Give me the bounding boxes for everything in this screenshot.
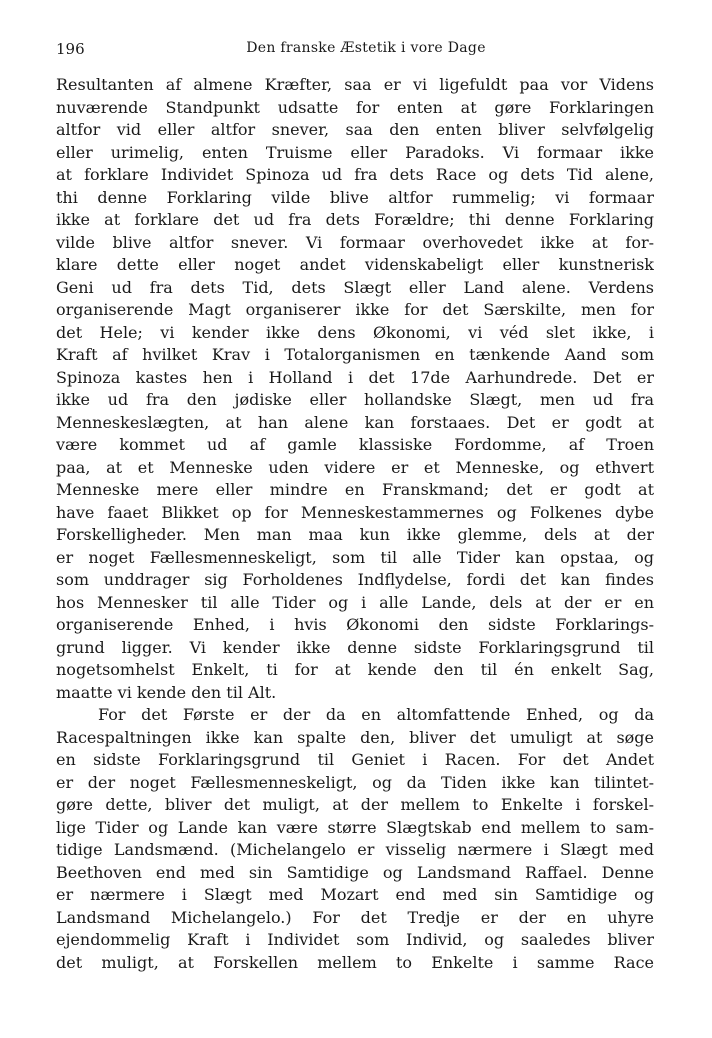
text-line: grund ligger. Vi kender ikke denne sidste Forklaringsgrund til xyxy=(56,637,654,657)
text-line: Menneske mere eller mindre en Franskmand; det er godt at xyxy=(56,480,654,499)
text-line: er der noget Fællesmenneskeligt, og da Tiden ikke kan tilintet- xyxy=(56,772,654,792)
paragraph-start-line: For det Første er der da en altomfattende Enhed, og da xyxy=(98,705,654,724)
text-line: ikke at forklare det ud fra dets Forældre; thi denne Forklaring xyxy=(56,210,654,229)
page-number: 196 xyxy=(56,40,85,58)
running-title: Den franske Æstetik i vore Dage xyxy=(246,40,486,56)
page-header xyxy=(56,40,654,62)
text-line: ejendommelig Kraft i Individet som Individ, og saaledes bliver xyxy=(56,930,654,949)
text-line: er nærmere i Slægt med Mozart end med sin Samtidige og xyxy=(56,885,654,904)
text-line: Landsmand Michelangelo.) For det Tredje er der en uhyre xyxy=(56,907,654,927)
text-line: nogetsomhelst Enkelt, ti for at kende den til én enkelt Sag, xyxy=(56,660,654,679)
text-line: have faaet Blikket op for Menneskestammernes og Folkenes dybe xyxy=(56,502,654,522)
text-line: gøre dette, bliver det muligt, at der mellem to Enkelte i forskel- xyxy=(56,795,654,814)
text-line: som unddrager sig Forholdenes Indflydelse, fordi det kan findes xyxy=(56,570,654,589)
text-line: det muligt, at Forskellen mellem to Enkelte i samme Race xyxy=(56,952,654,972)
text-line: organiserende Enhed, i hvis Økonomi den sidste Forklarings- xyxy=(56,615,654,634)
text-line: er noget Fællesmenneskeligt, som til alle Tider kan opstaa, og xyxy=(56,547,654,567)
text-line: at forklare Individet Spinoza ud fra dets Race og dets Tid alene, xyxy=(56,165,654,184)
text-line: Kraft af hvilket Krav i Totalorganismen en tænkende Aand som xyxy=(56,345,654,364)
text-line: Forskelligheder. Men man maa kun ikke glemme, dels at der xyxy=(56,525,654,544)
text-line: vilde blive altfor snever. Vi formaar overhovedet ikke at for- xyxy=(56,232,654,252)
text-line: paa, at et Menneske uden videre er et Menneske, og ethvert xyxy=(56,457,654,477)
text-line: Racespaltningen ikke kan spalte den, bliver det umuligt at søge xyxy=(56,727,654,747)
paragraph-end-line: maatte vi kende den til Alt. xyxy=(56,682,277,702)
text-line: tidige Landsmænd. (Michelangelo er visselig nærmere i Slægt med xyxy=(56,840,654,859)
text-line: en sidste Forklaringsgrund til Geniet i Racen. For det Andet xyxy=(56,750,654,769)
text-line: nuværende Standpunkt udsatte for enten at gøre Forklaringen xyxy=(56,97,654,117)
text-line: organiserende Magt organiserer ikke for det Særskilte, men for xyxy=(56,300,654,319)
text-line: klare dette eller noget andet videnskabeligt eller kunstnerisk xyxy=(56,255,654,274)
text-line: Geni ud fra dets Tid, dets Slægt eller Land alene. Verdens xyxy=(56,277,654,297)
text-line: hos Mennesker til alle Tider og i alle Lande, dels at der er en xyxy=(56,592,654,612)
text-line: eller urimelig, enten Truisme eller Paradoks. Vi formaar ikke xyxy=(56,142,654,162)
text-line: være kommet ud af gamle klassiske Fordomme, af Troen xyxy=(56,435,654,454)
text-line: altfor vid eller altfor snever, saa den enten bliver selvfølgelig xyxy=(56,120,654,139)
text-line: Resultanten af almene Kræfter, saa er vi ligefuldt paa vor Videns xyxy=(56,75,654,94)
text-line: det Hele; vi kender ikke dens Økonomi, vi véd slet ikke, i xyxy=(56,322,654,342)
text-line: Menneskeslægten, at han alene kan forstaaes. Det er godt at xyxy=(56,412,654,432)
body-text xyxy=(56,74,654,974)
text-line: Beethoven end med sin Samtidige og Landsmand Raffael. Denne xyxy=(56,862,654,882)
text-line: ikke ud fra den jødiske eller hollandske Slægt, men ud fra xyxy=(56,390,654,409)
text-line: Spinoza kastes hen i Holland i det 17de Aarhundrede. Det er xyxy=(56,367,654,387)
text-line: lige Tider og Lande kan være større Slægtskab end mellem to sam- xyxy=(56,817,654,837)
text-line: thi denne Forklaring vilde blive altfor rummelig; vi formaar xyxy=(56,187,654,207)
